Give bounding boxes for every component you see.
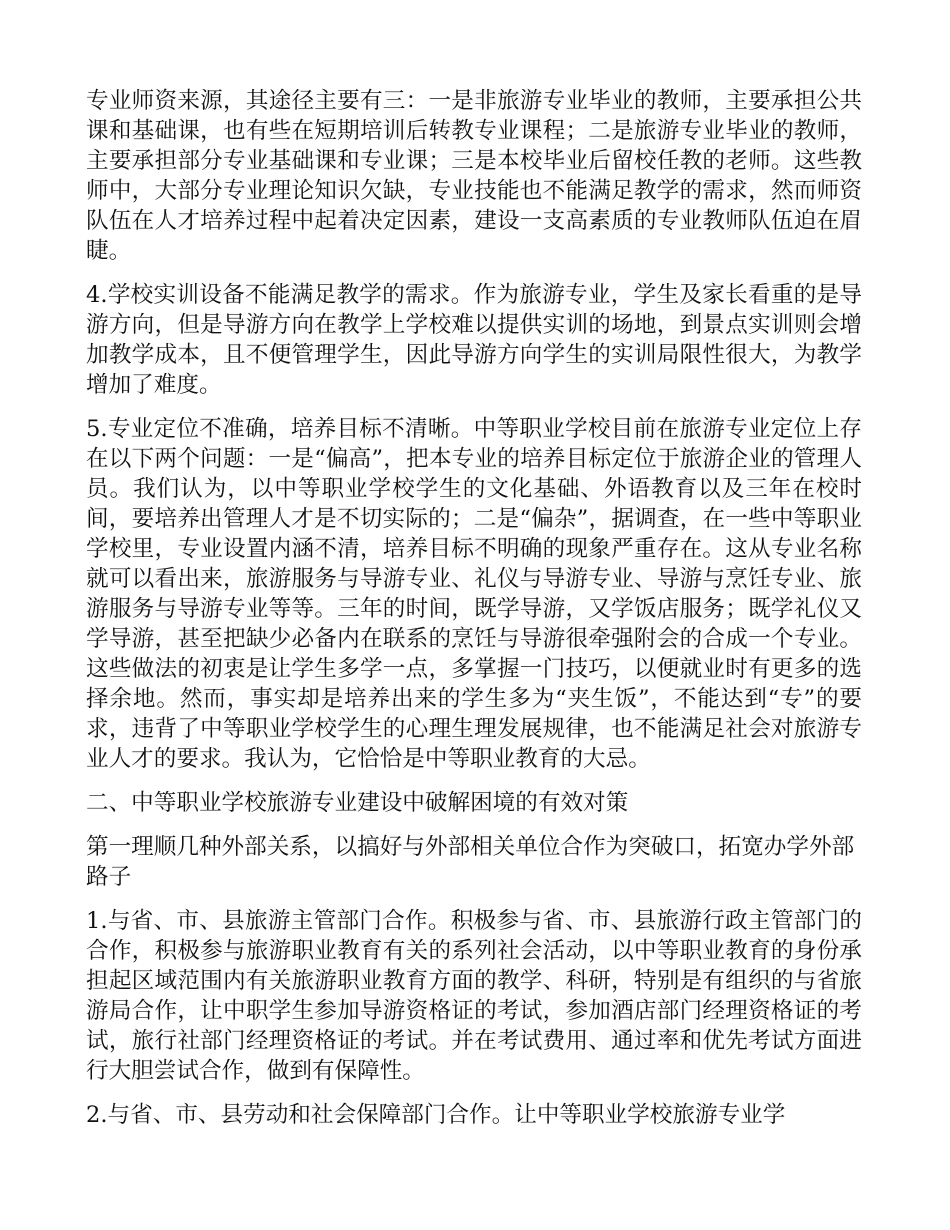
paragraph-point-2-labor-departments: 2.与省、市、县劳动和社会保障部门合作。让中等职业学校旅游专业学 (86, 1102, 786, 1128)
document-page (86, 86, 862, 1144)
paragraph-teacher-sources: 专业师资来源，其途径主要有三：一是非旅游专业毕业的教师，主要承担公共课和基础课，也有些在短期培训后转教专业课程；二是旅游专业毕业的教师，主要承担部分专业基础课和专业课；三是本校毕业后留校任教的老师。这些教师中，大部分专业理论知识欠缺，专业技能也不能满足教学的需求，然而师资队伍在人才培养过程中起着决定因素，建设一支高素质的专业教师队伍迫在眉睫。 (86, 88, 862, 264)
section-heading-countermeasures: 二、中等职业学校旅游专业建设中破解困境的有效对策 (86, 790, 629, 816)
paragraph-point-5-positioning: 5.专业定位不准确，培养目标不清晰。中等职业学校目前在旅游专业定位上存在以下两个问题：一是“偏高”，把本专业的培养目标定位于旅游企业的管理人员。我们认为，以中等职业学校学生的文化基础、外语教育以及三年在校时间，要培养出管理人才是不切实际的；二是“偏杂”，据调查，在一些中等职业学校里，专业设置内涵不清，培养目标不明确的现象严重存在。这从专业名称就可以看出来，旅游服务与导游专业、礼仪与导游专业、导游与烹饪专业、旅游服务与导游专业等等。三年的时间，既学导游，又学饭店服务；既学礼仪又学导游，甚至把缺少必备内在联系的烹饪与导游很牵强附会的合成一个专业。这些做法的初衷是让学生多学一点，多掌握一门技巧，以便就业时有更多的选择余地。然而，事实却是培养出来的学生多为“夹生饭”，不能达到“专”的要求，违背了中等职业学校学生的心理生理发展规律，也不能满足社会对旅游专业人才的要求。我认为，它恰恰是中等职业教育的大忌。 (86, 416, 862, 772)
subheading-external-relations: 第一理顺几种外部关系，以搞好与外部相关单位合作为突破口，拓宽办学外部路子 (86, 834, 855, 890)
paragraph-point-1-tourism-authorities: 1.与省、市、县旅游主管部门合作。积极参与省、市、县旅游行政主管部门的合作，积极参与旅游职业教育有关的系列社会活动，以中等职业教育的身份承担起区域范围内有关旅游职业教育方面的教学、科研，特别是有组织的与省旅游局合作，让中职学生参加导游资格证的考试，参加酒店部门经理资格证的考试，旅行社部门经理资格证的考试。并在考试费用、通过率和优先考试方面进行大胆尝试合作，做到有保障性。 (86, 908, 862, 1084)
paragraph-point-4-training-equipment: 4.学校实训设备不能满足教学的需求。作为旅游专业，学生及家长看重的是导游方向，但是导游方向在教学上学校难以提供实训的场地，到景点实训则会增加教学成本，且不便管理学生，因此导游方向学生的实训局限性很大，为教学增加了难度。 (86, 282, 862, 398)
